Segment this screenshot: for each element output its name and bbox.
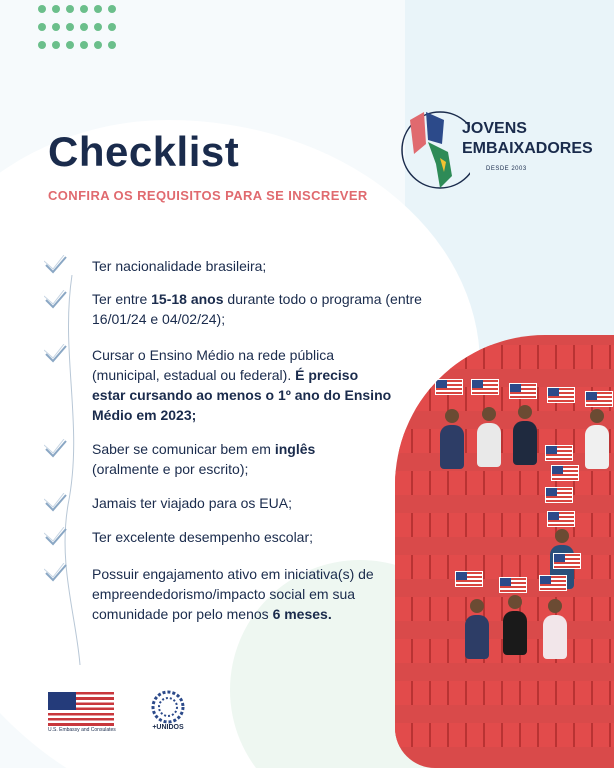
page-subtitle: CONFIRA OS REQUISITOS PARA SE INSCREVER xyxy=(48,188,368,203)
checklist-item: Saber se comunicar bem em inglês (oralmente e por escrito); xyxy=(92,441,316,477)
students-in-stadium-photo xyxy=(395,335,614,768)
us-flag-icon xyxy=(48,692,114,726)
checklist-item: Jamais ter viajado para os EUA; xyxy=(92,495,292,511)
check-icon xyxy=(44,290,68,310)
checklist-item: Ter excelente desempenho escolar; xyxy=(92,529,314,545)
check-icon xyxy=(44,493,68,513)
checklist-item: Possuir engajamento ativo em iniciativa(s) de empreendedorismo/impacto social em sua comunidade por pelo menos 6 meses. xyxy=(92,566,374,622)
logo-title-line1: JOVENS xyxy=(462,120,527,137)
embassy-caption: U.S. Embassy and Consulates xyxy=(48,727,116,733)
decorative-dot-grid xyxy=(38,5,122,49)
unidos-globe-icon xyxy=(151,690,185,724)
decorative-curve-line xyxy=(58,275,86,665)
checklist-item: Cursar o Ensino Médio na rede pública (municipal, estadual ou federal). É preciso estar cursando ao menos o 1º ano do Ensino Médio em 2023; xyxy=(92,347,392,423)
logo-tagline: DESDE 2003 xyxy=(486,166,527,172)
check-icon xyxy=(44,344,68,364)
logo-title-line2: EMBAIXADORES xyxy=(462,140,593,157)
jovens-embaixadores-logo-icon xyxy=(400,102,470,198)
checklist-item: Ter entre 15-18 anos durante todo o programa (entre 16/01/24 e 04/02/24); xyxy=(92,291,422,327)
check-icon xyxy=(44,527,68,547)
jovens-embaixadores-logo xyxy=(400,102,600,198)
checklist-item: Ter nacionalidade brasileira; xyxy=(92,258,267,274)
unidos-label: +UNIDOS xyxy=(152,724,184,731)
check-icon xyxy=(44,439,68,459)
check-icon xyxy=(44,563,68,583)
page-title: Checklist xyxy=(48,128,240,175)
check-icon xyxy=(44,255,68,275)
